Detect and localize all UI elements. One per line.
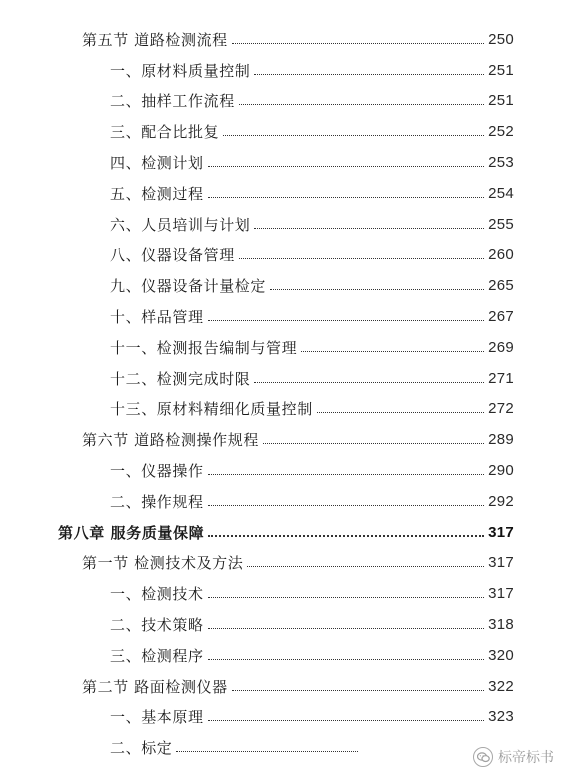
toc-page-number: 292 <box>488 492 514 510</box>
toc-entry[interactable] <box>0 578 562 609</box>
dot-leader <box>208 166 484 167</box>
toc-entry-label: 十三、原材料精细化质量控制 <box>110 400 313 419</box>
toc-entry-label: 第五节 道路检测流程 <box>82 30 228 49</box>
dot-leader <box>232 690 484 691</box>
toc-entry[interactable] <box>0 55 562 86</box>
toc-entry[interactable] <box>0 270 562 301</box>
toc-page-number: 290 <box>488 462 514 480</box>
dot-leader <box>208 720 484 721</box>
toc-entry-label: 一、基本原理 <box>110 708 204 727</box>
toc-entry[interactable] <box>0 424 562 455</box>
toc-entry[interactable] <box>0 209 562 240</box>
toc-page-number: 250 <box>488 30 514 48</box>
toc-entry-label: 第六节 道路检测操作规程 <box>82 431 259 450</box>
dot-leader <box>247 566 484 567</box>
toc-entry[interactable] <box>0 363 562 394</box>
toc-chapter-entry[interactable] <box>0 517 562 548</box>
toc-page-number: 253 <box>488 154 514 172</box>
toc-entry-label: 五、检测过程 <box>110 184 204 203</box>
dot-leader <box>254 74 484 75</box>
dot-leader <box>239 258 484 259</box>
toc-page-number: 267 <box>488 308 514 326</box>
toc-entry-label: 十、样品管理 <box>110 308 204 327</box>
wechat-icon <box>473 747 493 767</box>
toc-page-number: 318 <box>488 616 514 634</box>
toc-entry-label: 第一节 检测技术及方法 <box>82 554 244 573</box>
toc-entry[interactable] <box>0 394 562 425</box>
toc-entry-label: 二、抽样工作流程 <box>110 92 235 111</box>
toc-page-number: 272 <box>488 400 514 418</box>
toc-page-number: 289 <box>488 431 514 449</box>
toc-entry[interactable] <box>0 640 562 671</box>
toc-page-number: 269 <box>488 338 514 356</box>
toc-page-number: 260 <box>488 246 514 264</box>
toc-entry[interactable] <box>0 240 562 271</box>
toc-entry-label: 四、检测计划 <box>110 154 204 173</box>
dot-leader <box>208 505 484 506</box>
dot-leader <box>223 135 484 136</box>
toc-entry-label: 三、检测程序 <box>110 646 204 665</box>
toc-page-number: 317 <box>488 585 514 603</box>
toc-entry[interactable] <box>0 332 562 363</box>
toc-entry-label: 二、操作规程 <box>110 492 204 511</box>
toc-page-number: 254 <box>488 184 514 202</box>
toc-entry-label: 八、仪器设备管理 <box>110 246 235 265</box>
toc-entry-label: 第二节 路面检测仪器 <box>82 677 228 696</box>
dot-leader <box>176 751 358 752</box>
toc-entry-label: 六、人员培训与计划 <box>110 215 251 234</box>
dot-leader <box>270 289 484 290</box>
toc-page-number: 323 <box>488 708 514 726</box>
toc-entry-label: 一、检测技术 <box>110 585 204 604</box>
toc-entry-label: 三、配合比批复 <box>110 123 220 142</box>
toc-page-number: 320 <box>488 646 514 664</box>
toc-entry[interactable] <box>0 702 562 733</box>
toc-entry[interactable] <box>0 116 562 147</box>
watermark <box>473 747 554 767</box>
dot-leader <box>301 351 484 352</box>
toc-entry[interactable] <box>0 178 562 209</box>
toc-entry[interactable] <box>0 609 562 640</box>
toc-entry-label: 十二、检测完成时限 <box>110 369 251 388</box>
toc-page-number: 251 <box>488 92 514 110</box>
dot-leader <box>208 659 484 660</box>
toc-entry[interactable] <box>0 86 562 117</box>
toc-page-number: 255 <box>488 215 514 233</box>
dot-leader <box>317 412 484 413</box>
toc-entry[interactable] <box>0 671 562 702</box>
watermark-text: 标帝标书 <box>498 750 554 766</box>
dot-leader <box>232 43 484 44</box>
toc-page-number: 252 <box>488 123 514 141</box>
toc-page-number: 317 <box>488 554 514 572</box>
toc-entry[interactable] <box>0 301 562 332</box>
toc-page-number: 251 <box>488 61 514 79</box>
toc-entry[interactable] <box>0 147 562 178</box>
toc-entry-label: 九、仪器设备计量检定 <box>110 277 267 296</box>
toc-entry[interactable] <box>0 548 562 579</box>
dot-leader <box>208 628 484 629</box>
toc-entry[interactable] <box>0 455 562 486</box>
dot-leader <box>208 474 484 475</box>
toc-entry-label: 十一、检测报告编制与管理 <box>110 338 298 357</box>
toc-entry-label: 第八章 服务质量保障 <box>58 523 205 542</box>
dot-leader <box>208 197 484 198</box>
dot-leader <box>263 443 484 444</box>
dot-leader <box>208 597 484 598</box>
dot-leader <box>254 382 484 383</box>
toc-entry-label: 一、仪器操作 <box>110 462 204 481</box>
toc-entry-label: 二、标定 <box>110 739 173 758</box>
dot-leader <box>239 104 484 105</box>
table-of-contents <box>0 24 562 763</box>
toc-page-number: 322 <box>488 677 514 695</box>
toc-entry-label: 一、原材料质量控制 <box>110 61 251 80</box>
dot-leader <box>208 320 484 321</box>
toc-page-number: 317 <box>488 523 514 541</box>
dot-leader <box>208 535 484 537</box>
toc-entry[interactable] <box>0 24 562 55</box>
toc-page-number: 271 <box>488 369 514 387</box>
toc-page-number: 265 <box>488 277 514 295</box>
toc-entry[interactable] <box>0 486 562 517</box>
toc-entry-label: 二、技术策略 <box>110 616 204 635</box>
dot-leader <box>254 228 484 229</box>
